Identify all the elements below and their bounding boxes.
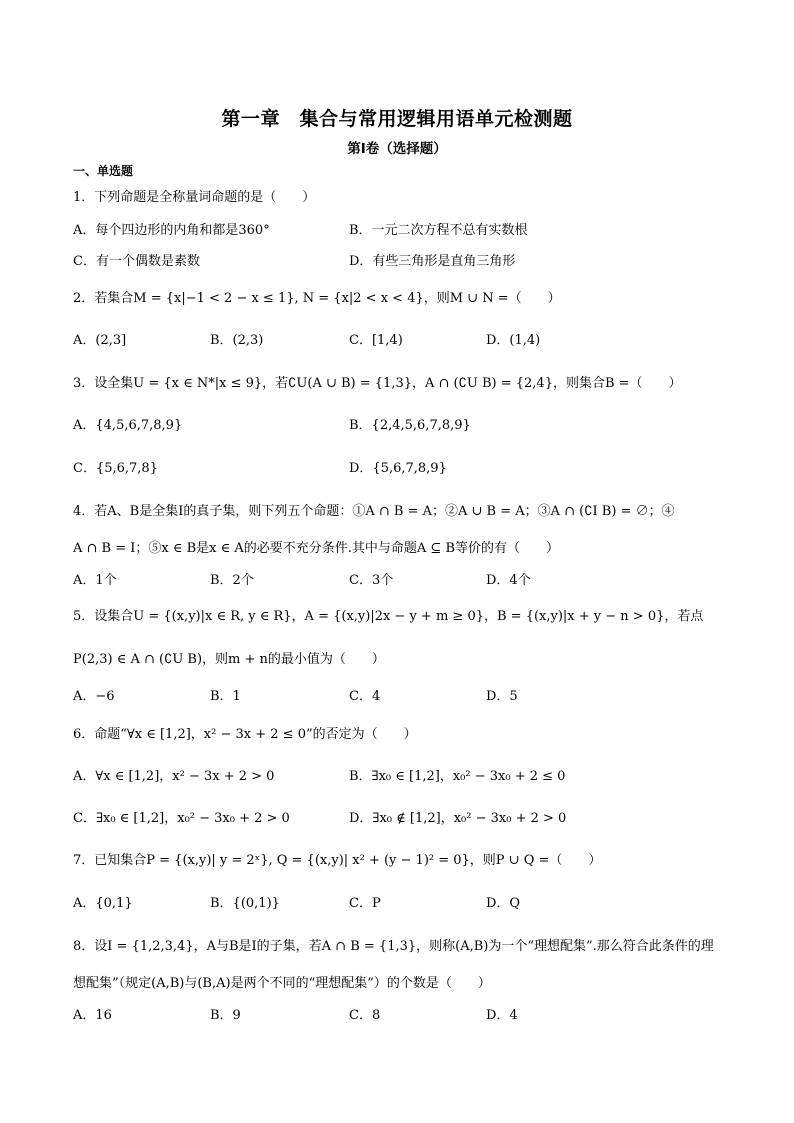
question-5-option-b: B．1 xyxy=(210,689,241,704)
question-5-option-d: D．5 xyxy=(486,689,518,704)
question-7-option-a: A．{0,1} xyxy=(73,896,133,911)
question-8-option-c: C．8 xyxy=(349,1008,381,1023)
page-title: 第一章 集合与常用逻辑用语单元检测题 xyxy=(221,108,573,130)
question-5-option-a: A．−6 xyxy=(73,689,115,704)
question-2-option-a: A．(2,3] xyxy=(73,333,127,348)
section-heading: 一、单选题 xyxy=(73,164,134,178)
question-8-option-a: A．16 xyxy=(73,1008,112,1023)
question-2-stem: 2．若集合M = {x|−1 < 2 − x ≤ 1}, N = {x|2 < x < 4}，则M ∪ N =（ ） xyxy=(73,291,561,306)
question-4-option-c: C．3个 xyxy=(349,573,394,588)
question-7-stem: 7．已知集合P = {(x,y)| y = 2ˣ}, Q = {(x,y)| x² + (y − 1)² = 0}，则P ∪ Q =（ ） xyxy=(73,853,602,868)
question-1-option-a: A．每个四边形的内角和都是360° xyxy=(73,223,270,238)
question-1-stem: 1．下列命题是全称量词命题的是（ ） xyxy=(73,190,316,205)
question-7-option-c: C．P xyxy=(349,896,381,911)
question-4-option-b: B．2个 xyxy=(210,573,254,588)
question-6-option-d: D．∃x₀ ∉ [1,2]，x₀² − 3x₀ + 2 > 0 xyxy=(349,811,567,826)
question-5-stem-line-1: 5．设集合U = {(x,y)|x ∈ R, y ∈ R}，A = {(x,y)|2x − y + m ≥ 0}，B = {(x,y)|x + y − n > 0}，若点 xyxy=(73,609,704,624)
question-5-option-c: C．4 xyxy=(349,689,381,704)
question-8-option-b: B．9 xyxy=(210,1008,241,1023)
question-4-stem-line-2: A ∩ B = I；⑤x ∈ B是x ∈ A的必要不充分条件.其中与命题A ⊆ B等价的有（ ） xyxy=(73,541,560,556)
question-1-option-c: C．有一个偶数是素数 xyxy=(73,254,200,269)
question-2-option-b: B．(2,3) xyxy=(210,333,264,348)
question-6-option-c: C．∃x₀ ∈ [1,2]，x₀² − 3x₀ + 2 > 0 xyxy=(73,811,290,826)
question-4-option-d: D．4个 xyxy=(486,573,531,588)
question-8-option-d: D．4 xyxy=(486,1008,518,1023)
page-subtitle: 第Ⅰ卷（选择题） xyxy=(347,141,447,157)
question-4-option-a: A．1个 xyxy=(73,573,117,588)
question-1-option-d: D．有些三角形是直角三角形 xyxy=(349,254,516,269)
question-3-stem: 3．设全集U = {x ∈ N*|x ≤ 9}，若∁U(A ∪ B) = {1,3}，A ∩ (∁U B) = {2,4}，则集合B =（ ） xyxy=(73,376,682,391)
question-8-stem-line-1: 8．设I = {1,2,3,4}，A与B是I的子集，若A ∩ B = {1,3}，则称(A,B)为一个“理想配集”.那么符合此条件的理 xyxy=(73,939,714,954)
question-8-stem-line-2: 想配集”（规定(A,B)与(B,A)是两个不同的“理想配集”）的个数是（ ） xyxy=(73,976,491,991)
question-3-option-a: A．{4,5,6,7,8,9} xyxy=(73,418,183,433)
question-6-option-a: A．∀x ∈ [1,2]，x² − 3x + 2 > 0 xyxy=(73,769,275,784)
question-6-option-b: B．∃x₀ ∈ [1,2]，x₀² − 3x₀ + 2 ≤ 0 xyxy=(349,769,566,784)
question-6-stem: 6．命题“∀x ∈ [1,2]，x² − 3x + 2 ≤ 0”的否定为（ ） xyxy=(73,727,417,742)
question-7-option-b: B．{(0,1)} xyxy=(210,896,280,911)
question-4-stem-line-1: 4．若A、B是全集I的真子集，则下列五个命题：①A ∩ B = A；②A ∪ B = A；③A ∩ (∁I B) = ∅；④ xyxy=(73,504,675,519)
question-5-stem-line-2: P(2,3) ∈ A ∩ (∁U B)，则m + n的最小值为（ ） xyxy=(73,652,385,667)
question-1-option-b: B．一元二次方程不总有实数根 xyxy=(349,223,528,238)
question-2-option-c: C．[1,4) xyxy=(349,333,403,348)
question-3-option-c: C．{5,6,7,8} xyxy=(73,461,158,476)
question-2-option-d: D．(1,4) xyxy=(486,333,541,348)
question-3-option-b: B．{2,4,5,6,7,8,9} xyxy=(349,418,471,433)
question-3-option-d: D．{5,6,7,8,9} xyxy=(349,461,447,476)
question-7-option-d: D．Q xyxy=(486,896,521,911)
